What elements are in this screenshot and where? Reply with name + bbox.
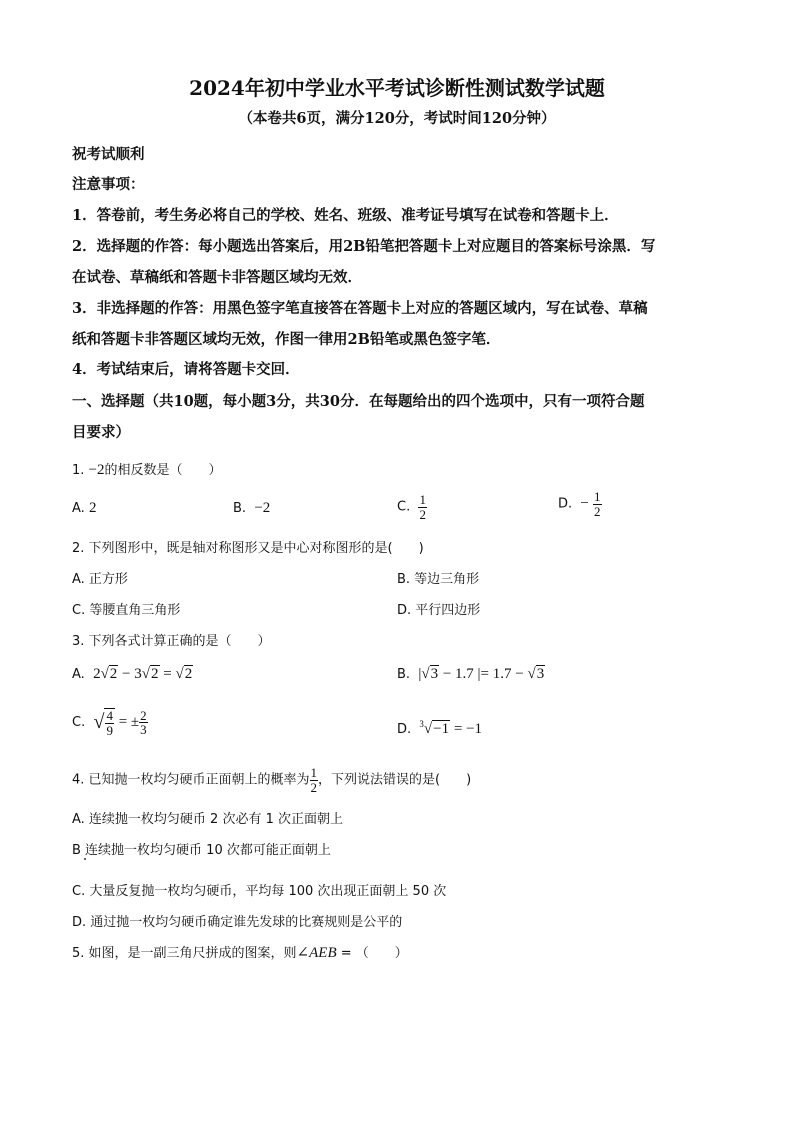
notes-heading: 注意事项：	[72, 176, 145, 193]
question-1-number: 1.	[72, 463, 85, 478]
stray-dot	[84, 858, 86, 860]
q3-option-a-expression: 2√2 − 3√2 = √2	[93, 666, 193, 682]
question-5: 5. 如图，是一副三角尺拼成的图案，则∠AEB = （ ）	[72, 945, 408, 961]
q1-option-d-fraction: $\frac{1}{2}$	[594, 489, 601, 519]
q1-option-d: D. − $\frac{1}{2}$	[558, 489, 601, 519]
note-2-line-2: 在试卷、草稿纸和答题卡非答题区域均无效．	[72, 269, 362, 286]
q3-option-d-expression: $^3$√−1 = −1	[419, 719, 483, 737]
question-4-fraction: $\frac{1}{2}$	[310, 765, 318, 795]
q4-option-b: B 连续抛一枚均匀硬币 10 次都可能正面朝上	[72, 843, 331, 858]
section-1-heading-line-2: 目要求）	[72, 424, 130, 441]
question-1-expression: −2	[88, 462, 105, 478]
q1-option-c: C. $\frac{1}{2}$	[397, 492, 426, 522]
question-5-angle: ∠AEB	[296, 945, 337, 961]
note-3-line-1: 3．非选择题的作答：用黑色签字笔直接答在答题卡上对应的答题区域内，写在试卷、草稿	[72, 300, 648, 317]
question-1-text: 的相反数是（ ）	[104, 463, 222, 478]
q1-option-b: B. −2	[233, 500, 271, 516]
question-3: 3. 下列各式计算正确的是（ ）	[72, 634, 271, 649]
question-1	[72, 459, 222, 479]
q3-option-a: A. 2√2 − 3√2 = √2	[72, 666, 193, 682]
q4-option-c: C. 大量反复抛一枚均匀硬币，平均每 100 次出现正面朝上 50 次	[72, 884, 447, 899]
note-3-line-2: 纸和答题卡非答题区域均无效，作图一律用2B铅笔或黑色签字笔．	[72, 331, 501, 348]
exam-subtitle: （本卷共6页，满分120分，考试时间120分钟）	[238, 110, 556, 127]
note-2-line-1: 2．选择题的作答：每小题选出答案后，用2B铅笔把答题卡上对应题目的答案标号涂黑．写	[72, 238, 656, 255]
q3-option-b-expression: |√3 − 1.7 |= 1.7 − √3	[418, 666, 545, 682]
greeting: 祝考试顺利	[72, 146, 145, 163]
q3-option-d: D. $^3$√−1 = −1	[397, 719, 483, 737]
note-4: 4．考试结束后，请将答题卡交回．	[72, 361, 300, 378]
q2-option-a: A. 正方形	[72, 572, 128, 587]
q3-option-c-fraction: $\frac{2}{3}$	[140, 707, 147, 738]
question-2: 2. 下列图形中，既是轴对称图形又是中心对称图形的是( )	[72, 541, 424, 556]
q2-option-c: C. 等腰直角三角形	[72, 603, 181, 618]
q3-option-b: B. |√3 − 1.7 |= 1.7 − √3	[397, 666, 545, 682]
q1-option-c-fraction: $\frac{1}{2}$	[419, 492, 426, 522]
q2-option-b: B. 等边三角形	[397, 572, 480, 587]
q4-option-a: A. 连续抛一枚均匀硬币 2 次必有 1 次正面朝上	[72, 812, 344, 827]
q2-option-d: D. 平行四边形	[397, 603, 481, 618]
exam-title: 2024年初中学业水平考试诊断性测试数学试题	[189, 76, 605, 100]
q3-option-c-radicand: $\frac{4}{9}$	[106, 708, 113, 738]
note-1: 1．答卷前，考生务必将自己的学校、姓名、班级、准考证号填写在试卷和答题卡上．	[72, 207, 619, 224]
section-1-heading-line-1: 一、选择题（共10题，每小题3分，共30分．在每题给出的四个选项中，只有一项符合题	[72, 393, 645, 410]
q3-option-c: C. √ $\frac{4}{9}$ = ± $\frac{2}{3}$	[72, 707, 147, 738]
question-4: 4. 已知抛一枚均匀硬币正面朝上的概率为 $\frac{1}{2}$ ，下列说法错误的是( )	[72, 765, 472, 795]
q1-option-a: A. 2	[72, 500, 97, 516]
q4-option-d: D. 通过抛一枚均匀硬币确定谁先发球的比赛规则是公平的	[72, 915, 403, 930]
